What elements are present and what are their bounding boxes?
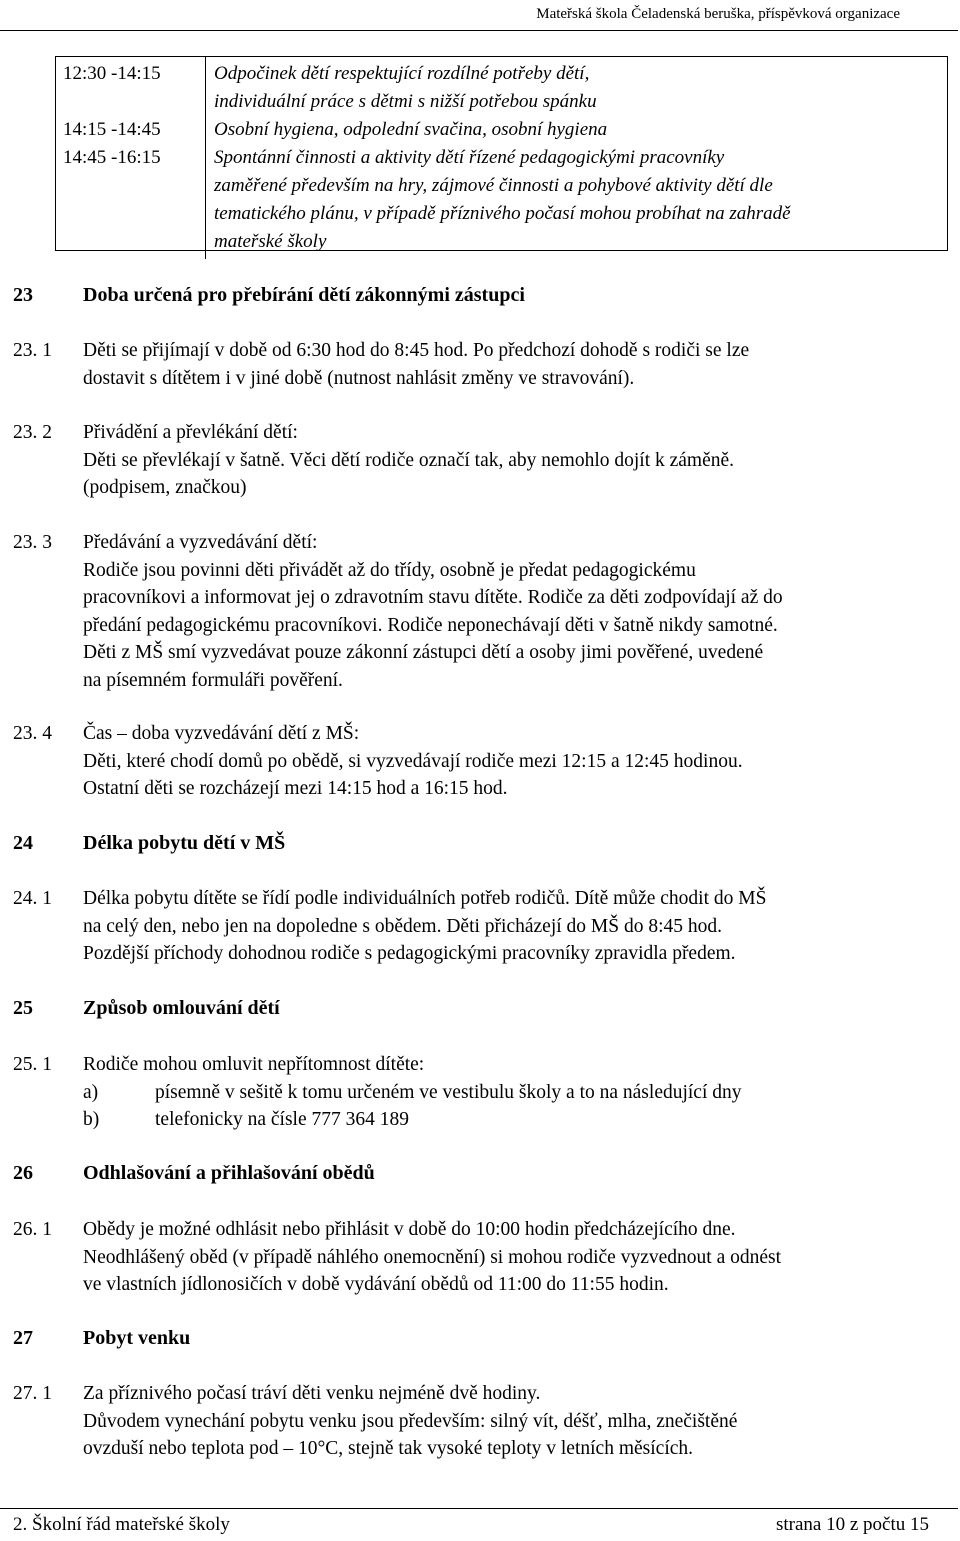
list-item: b) telefonicky na čísle 777 364 189 (83, 1109, 409, 1130)
schedule-row (55, 57, 949, 116)
schedule-description: Osobní hygiena, odpolední svačina, osobní hygiena (214, 119, 608, 140)
section-heading: 26 Odhlašování a přihlašování obědů (13, 1162, 375, 1184)
schedule-description: Spontánní činnosti a aktivity dětí řízené pedagogickými pracovníky zaměřené především na hry, zájmové činnosti a pohybové aktivity dětí dle tematického plánu, v případě příznivého počasí mohou probíhat na zahradě mateřské školy (214, 147, 791, 252)
footer-page-number: strana 10 z počtu 15 (775, 1514, 929, 1535)
section-heading: 23 Doba určená pro přebírání dětí zákonnými zástupci (13, 284, 525, 306)
schedule-time: 14:15 -14:45 (55, 116, 206, 144)
paragraph-23-4: 23. 4 Čas – doba vyzvedávání dětí z MŠ: Děti, které chodí domů po obědě, si vyzvedávají rodiče mezi 12:15 a 12:45 hodinou. Ostatní děti se rozcházejí mezi 14:15 hod a 16:15 hod. (13, 723, 743, 799)
list-item: a) písemně v sešitě k tomu určeném ve vestibulu školy a to na následující dny (83, 1081, 742, 1103)
section-heading: 27 Pobyt venku (13, 1327, 191, 1349)
schedule-time: 12:30 -14:15 (55, 57, 206, 116)
paragraph-26-1: 26. 1 Obědy je možné odhlásit nebo přihlásit v době do 10:00 hodin předcházejícího dne. Neodhlášený oběd (v případě náhlého onemocnění) si mohou rodiče vyzvednout a odnést ve vlastních jídlonosičích v době vydávání obědů od 11:00 do 11:55 hodin. (13, 1219, 782, 1295)
section-heading: 24 Délka pobytu dětí v MŠ (13, 832, 286, 854)
page-footer (0, 1508, 958, 1539)
section-heading: 25 Způsob omlouvání dětí (13, 997, 280, 1019)
paragraph-25-1: 25. 1 Rodiče mohou omluvit nepřítomnost dítěte: a) písemně v sešitě k tomu určeném ve vestibulu školy a to na následující dny b) telefonicky na čísle 777 364 189 (13, 1051, 948, 1134)
paragraph-23-3: 23. 3 Předávání a vyzvedávání dětí: Rodiče jsou povinni děti přivádět až do třídy, osobně je předat pedagogickému pracovníkovi a informovat jej o zdravotním stavu dítěte. Rodiče za děti zodpovídají až do předání pedagogickému pracovníkovi. Rodiče neponechávají děti v šatně nikdy samotné. Děti z MŠ smí vyzvedávat pouze zákonní zástupci dětí a osoby jimi pověřené, uvedené na písemném formuláři pověření. (13, 532, 783, 691)
footer-document-title: 2. Školní řád mateřské školy (13, 1514, 230, 1535)
paragraph-27-1: 27. 1 Za příznivého počasí tráví děti venku nejméně dvě hodiny. Důvodem vynechání pobytu venku jsou především: silný vít, déšť, mlha, znečištěné ovzduší nebo teplota pod – 10°C, stejně tak vysoké teploty v letních měsících. (13, 1383, 738, 1459)
schedule-row (55, 144, 949, 259)
schedule-description: Odpočinek dětí respektující rozdílné potřeby dětí, individuální práce s dětmi s nižší potřebou spánku (214, 63, 597, 112)
paragraph-23-1: 23. 1 Děti se přijímají v době od 6:30 hod do 8:45 hod. Po předchozí dohodě s rodiči se lze dostavit s dítětem i v jiné době (nutnost nahlásit změny ve stravování). (13, 340, 750, 389)
paragraph-23-2: 23. 2 Přivádění a převlékání dětí: Děti se převlékají v šatně. Věci dětí rodiče označí tak, aby nemohlo dojít k záměně. (podpisem, značkou) (13, 422, 735, 498)
schedule-time: 14:45 -16:15 (55, 144, 206, 259)
paragraph-24-1: 24. 1 Délka pobytu dítěte se řídí podle individuálních potřeb rodičů. Dítě může chodit do MŠ na celý den, nebo jen na dopoledne s obědem. Děti přicházejí do MŠ do 8:45 hod. Pozdější příchody dohodnou rodiče s pedagogickými pracovníky zpravidla předem. (13, 888, 767, 964)
header-title: Mateřská škola Čeladenská beruška, příspěvková organizace (536, 6, 900, 22)
page-header (0, 0, 958, 31)
schedule-table (55, 57, 949, 259)
schedule-row (55, 116, 949, 144)
